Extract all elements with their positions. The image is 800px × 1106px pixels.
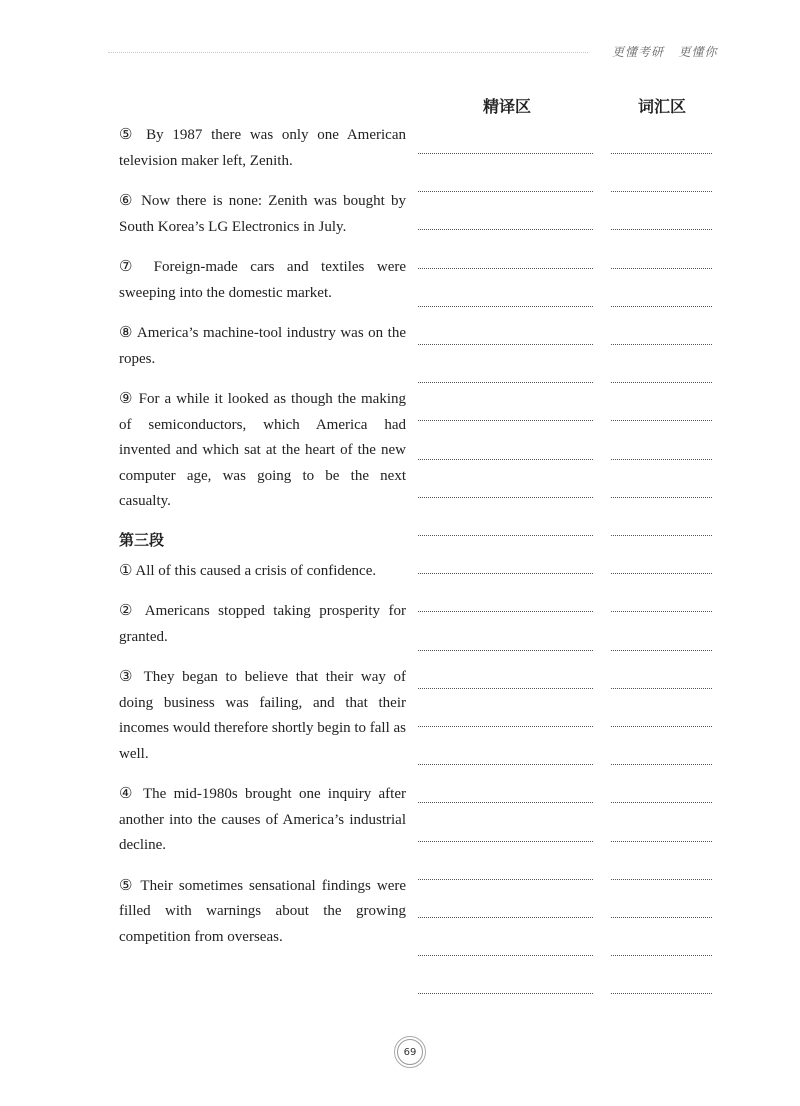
translation-writing-line — [418, 650, 593, 651]
sentence-p2-5: ⑤ By 1987 there was only one American television maker left, Zenith. — [119, 127, 406, 169]
translation-writing-line — [418, 229, 593, 230]
translation-writing-line — [418, 344, 593, 345]
vocabulary-writing-line — [611, 917, 712, 918]
translation-writing-line — [418, 306, 593, 307]
translation-writing-line — [418, 153, 593, 154]
translation-writing-line — [418, 726, 593, 727]
translation-writing-line — [418, 993, 593, 994]
section-title: 第三段 — [119, 530, 165, 549]
vocabulary-column-heading: 词汇区 — [638, 97, 687, 116]
vocabulary-writing-line — [611, 191, 712, 192]
vocabulary-writing-line — [611, 420, 712, 421]
vocabulary-writing-line — [611, 611, 712, 612]
vocabulary-writing-line — [611, 306, 712, 307]
translation-writing-line — [418, 459, 593, 460]
vocabulary-writing-line — [611, 841, 712, 842]
translation-writing-line — [418, 955, 593, 956]
translation-writing-line — [418, 802, 593, 803]
vocabulary-writing-line — [611, 726, 712, 727]
vocabulary-writing-line — [611, 955, 712, 956]
translation-writing-line — [418, 535, 593, 536]
header-slogan: 更懂考研 更懂你 — [612, 45, 718, 59]
sentence-p2-9: ⑨ For a while it looked as though the making of semiconductors, which America had invented and which sat at the heart of the new computer age, was going to be the next casualty. — [119, 391, 406, 509]
header-divider — [108, 52, 588, 53]
vocabulary-writing-line — [611, 573, 712, 574]
sentence-p2-8: ⑧ America’s machine-tool industry was on the ropes. — [119, 325, 406, 367]
translation-writing-line — [418, 573, 593, 574]
translation-writing-line — [418, 382, 593, 383]
vocabulary-writing-line — [611, 535, 712, 536]
passage-text — [119, 123, 406, 965]
translation-writing-line — [418, 268, 593, 269]
translation-writing-line — [418, 917, 593, 918]
vocabulary-writing-line — [611, 344, 712, 345]
translation-writing-line — [418, 688, 593, 689]
sentence-p2-6: ⑥ Now there is none: Zenith was bought by South Korea’s LG Electronics in July. — [119, 193, 406, 235]
page-number: 69 — [394, 1036, 426, 1068]
sentence-p2-7: ⑦ Foreign-made cars and textiles were sweeping into the domestic market. — [119, 259, 406, 301]
vocabulary-writing-line — [611, 268, 712, 269]
vocabulary-writing-line — [611, 497, 712, 498]
sentence-p3-5: ⑤ Their sometimes sensational findings were filled with warnings about the growing competition from overseas. — [119, 877, 406, 945]
vocabulary-writing-line — [611, 153, 712, 154]
vocabulary-writing-line — [611, 382, 712, 383]
translation-writing-line — [418, 764, 593, 765]
translation-writing-line — [418, 497, 593, 498]
vocabulary-writing-line — [611, 229, 712, 230]
translation-writing-line — [418, 420, 593, 421]
sentence-p3-4: ④ The mid-1980s brought one inquiry after another into the causes of America’s industrial decline. — [119, 786, 406, 853]
vocabulary-writing-line — [611, 879, 712, 880]
vocabulary-writing-line — [611, 993, 712, 994]
sentence-p3-2: ② Americans stopped taking prosperity for granted. — [119, 603, 406, 645]
translation-writing-line — [418, 611, 593, 612]
translation-writing-line — [418, 841, 593, 842]
translation-column-heading: 精译区 — [483, 97, 532, 116]
translation-writing-line — [418, 191, 593, 192]
vocabulary-writing-line — [611, 764, 712, 765]
sentence-p3-1: ① All of this caused a crisis of confidence. — [119, 562, 377, 579]
vocabulary-writing-line — [611, 459, 712, 460]
vocabulary-writing-line — [611, 650, 712, 651]
translation-writing-line — [418, 879, 593, 880]
sentence-p3-3: ③ They began to believe that their way of doing business was failing, and that their incomes would therefore shortly begin to fall as well. — [119, 669, 407, 762]
vocabulary-writing-line — [611, 688, 712, 689]
vocabulary-writing-line — [611, 802, 712, 803]
